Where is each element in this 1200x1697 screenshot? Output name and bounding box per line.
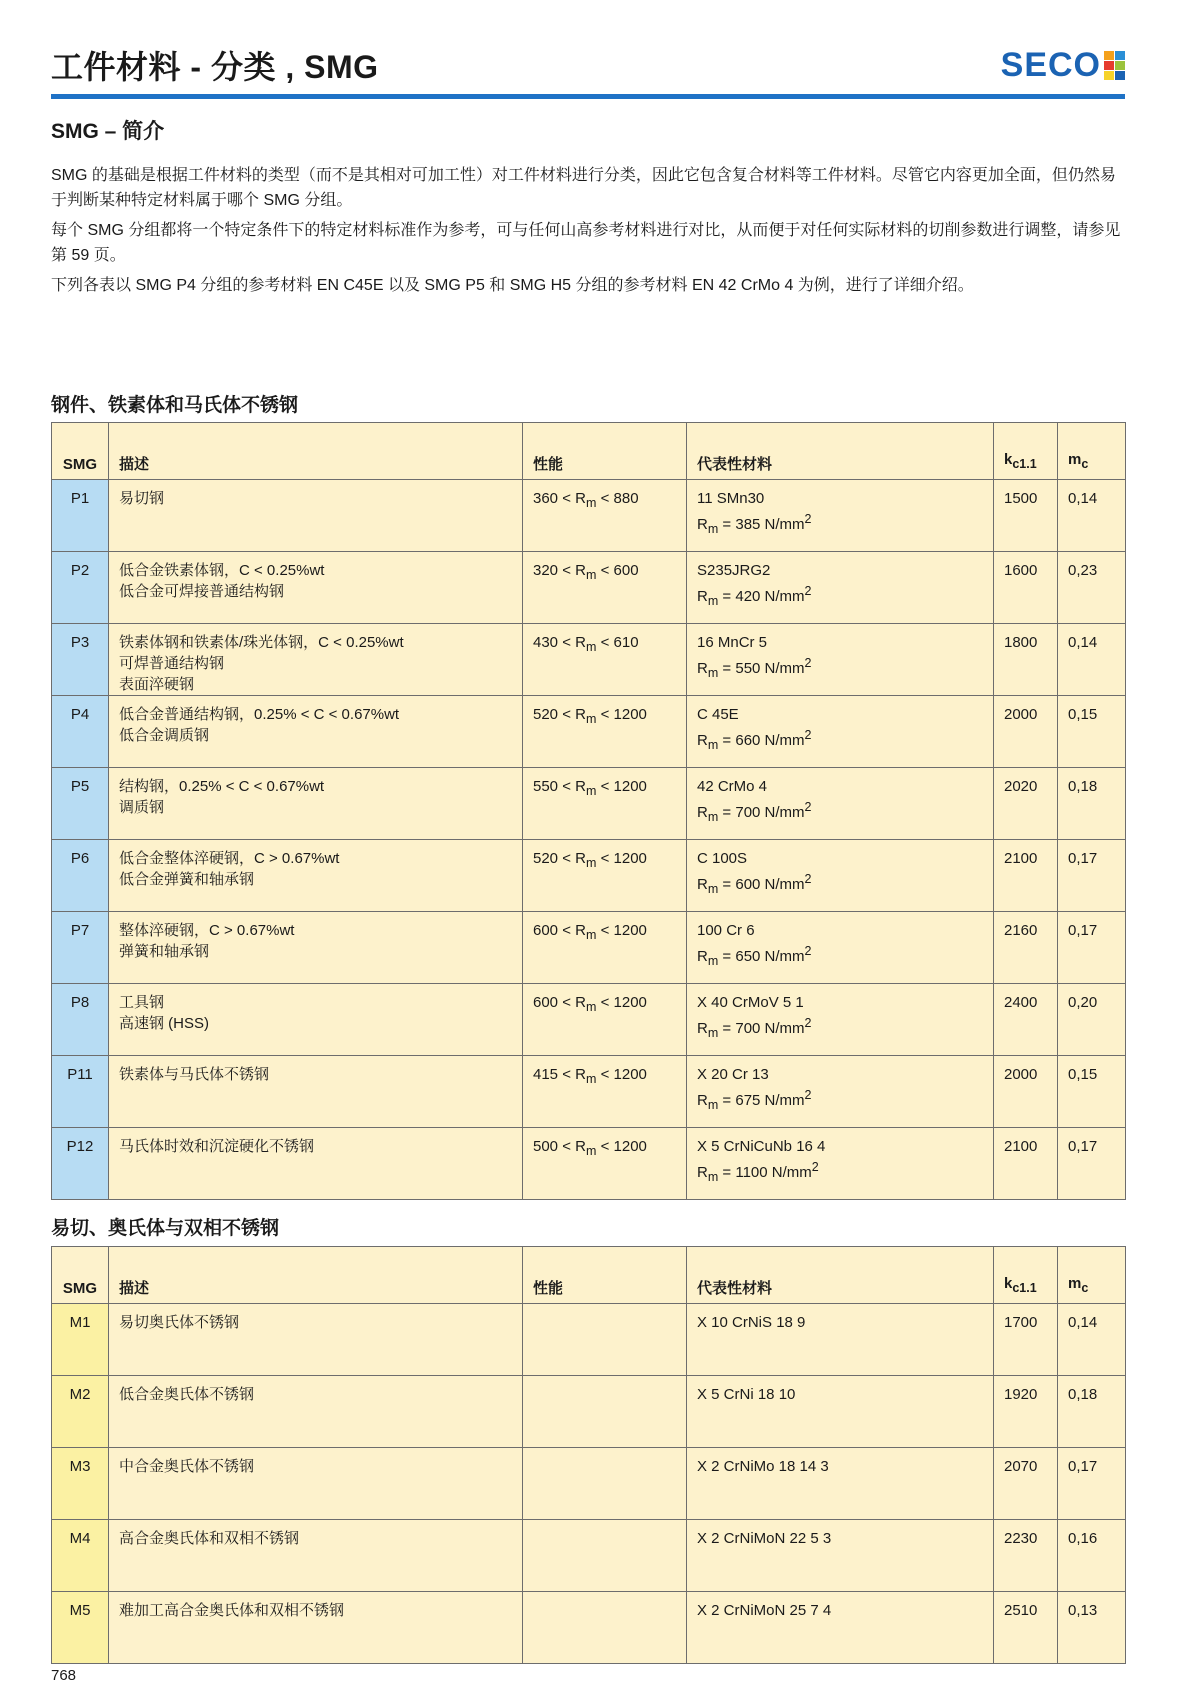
material-name: 11 SMn30	[697, 490, 765, 507]
material-name: X 5 CrNiCuNb 16 4	[697, 1138, 826, 1155]
prop-low: 415 <	[533, 1066, 571, 1083]
rm-subscript: m	[707, 738, 719, 752]
description-cell	[109, 1304, 523, 1376]
description-line: 低合金铁素体钢，C < 0.25%wt	[119, 562, 325, 579]
material-strength	[697, 653, 983, 684]
description-line: 易切奥氏体不锈钢	[119, 1314, 240, 1331]
property-cell	[523, 840, 687, 912]
description-cell	[109, 1376, 523, 1448]
description-cell	[109, 552, 523, 624]
table-row	[52, 1128, 1126, 1200]
property-cell	[523, 480, 687, 552]
rm-subscript: m	[707, 1170, 719, 1184]
rm-subscript: m	[707, 810, 719, 824]
mc-cell: 0,14	[1058, 1304, 1126, 1376]
material-strength	[697, 581, 983, 612]
table-m-title: 易切、奥氏体与双相不锈钢	[51, 1218, 280, 1239]
intro-heading: SMG – 简介	[51, 120, 165, 143]
material-name: X 2 CrNiMoN 22 5 3	[697, 1530, 832, 1547]
description-line: 低合金奥氏体不锈钢	[119, 1386, 255, 1403]
prop-subscript: m	[585, 856, 597, 870]
rm-symbol: R	[697, 876, 708, 893]
material-name: X 40 CrMoV 5 1	[697, 994, 804, 1011]
description-line: 可焊普通结构钢	[119, 655, 225, 672]
description-line: 易切钢	[119, 490, 165, 507]
column-header-mc	[1058, 423, 1126, 480]
rm-subscript: m	[707, 954, 719, 968]
prop-symbol: R	[575, 994, 586, 1011]
kc-cell: 2160	[994, 912, 1058, 984]
prop-symbol: R	[575, 706, 586, 723]
material-name: X 5 CrNi 18 10	[697, 1386, 796, 1403]
material-cell	[687, 696, 994, 768]
smg-table-m	[51, 1246, 1126, 1664]
mc-cell: 0,15	[1058, 696, 1126, 768]
intro-paragraph: 下列各表以 SMG P4 分组的参考材料 EN C45E 以及 SMG P5 和 SMG H5 分组的参考材料 EN 42 CrMo 4 为例，进行了详细介绍。	[51, 277, 974, 294]
table-row	[52, 984, 1126, 1056]
table-row	[52, 840, 1126, 912]
table-row	[52, 912, 1126, 984]
rm-superscript: 2	[804, 1088, 812, 1102]
kc-cell: 1500	[994, 480, 1058, 552]
prop-low: 360 <	[533, 490, 571, 507]
rm-superscript: 2	[804, 800, 812, 814]
column-header-smg: SMG	[52, 1247, 109, 1304]
rm-subscript: m	[707, 522, 719, 536]
material-strength	[697, 797, 983, 828]
smg-table-p	[51, 422, 1126, 1200]
description-line: 工具钢	[119, 994, 165, 1011]
prop-low: 500 <	[533, 1138, 571, 1155]
logo-text: SECO	[1000, 46, 1101, 84]
column-header-prop: 性能	[523, 1247, 687, 1304]
material-cell	[687, 1520, 994, 1592]
description-line: 铁素体钢和铁素体/珠光体钢，C < 0.25%wt	[119, 634, 404, 651]
kc-cell: 2100	[994, 1128, 1058, 1200]
rm-value: = 660 N/mm	[718, 732, 805, 749]
kc-cell: 2230	[994, 1520, 1058, 1592]
rm-value: = 700 N/mm	[718, 804, 805, 821]
table-row	[52, 1304, 1126, 1376]
rm-superscript: 2	[804, 584, 812, 598]
prop-high: < 1200	[600, 706, 647, 723]
prop-high: < 1200	[600, 1066, 647, 1083]
material-cell	[687, 840, 994, 912]
prop-symbol: R	[575, 1138, 586, 1155]
page-header	[51, 38, 1125, 98]
rm-symbol: R	[697, 804, 708, 821]
material-cell	[687, 1128, 994, 1200]
table-header-row	[52, 423, 1126, 480]
description-line: 表面淬硬钢	[119, 676, 195, 693]
prop-subscript: m	[585, 1072, 597, 1086]
table-row	[52, 1376, 1126, 1448]
prop-subscript: m	[585, 496, 597, 510]
rm-symbol: R	[697, 948, 708, 965]
mc-cell: 0,17	[1058, 1128, 1126, 1200]
table-header-row	[52, 1247, 1126, 1304]
description-cell	[109, 1448, 523, 1520]
prop-symbol: R	[575, 850, 586, 867]
mc-cell: 0,17	[1058, 1448, 1126, 1520]
rm-symbol: R	[697, 1092, 708, 1109]
column-header-desc: 描述	[109, 1247, 523, 1304]
table-row	[52, 480, 1126, 552]
description-line: 马氏体时效和沉淀硬化不锈钢	[119, 1138, 315, 1155]
kc-cell: 1700	[994, 1304, 1058, 1376]
description-line: 低合金整体淬硬钢，C > 0.67%wt	[119, 850, 340, 867]
table-row	[52, 768, 1126, 840]
intro-paragraph: 每个 SMG 分组都将一个特定条件下的特定材料标准作为参考，可与任何山高参考材料进行对比，从而便于对任何实际材料的切削参数进行调整，请参见第 59 页。	[51, 222, 1121, 264]
table-p-title: 钢件、铁素体和马氏体不锈钢	[51, 395, 299, 416]
material-name: S235JRG2	[697, 562, 771, 579]
material-strength	[697, 1157, 983, 1188]
smg-code-cell: M4	[52, 1520, 109, 1592]
description-line: 弹簧和轴承钢	[119, 943, 210, 960]
column-header-prop: 性能	[523, 423, 687, 480]
smg-code-cell: P2	[52, 552, 109, 624]
smg-code-cell: P5	[52, 768, 109, 840]
intro-text	[51, 163, 1125, 303]
column-header-kc	[994, 423, 1058, 480]
rm-value: = 385 N/mm	[718, 516, 805, 533]
rm-value: = 700 N/mm	[718, 1020, 805, 1037]
smg-code-cell: P11	[52, 1056, 109, 1128]
rm-value: = 550 N/mm	[718, 660, 805, 677]
smg-code-cell: M2	[52, 1376, 109, 1448]
intro-paragraph: SMG 的基础是根据工件材料的类型（而不是其相对可加工性）对工件材料进行分类，因此它包含复合材料等工件材料。尽管它内容更加全面，但仍然易于判断某种特定材料属于哪个 SMG 分组。	[51, 167, 1116, 209]
mc-symbol: m	[1068, 1275, 1082, 1292]
description-line: 低合金普通结构钢，0.25% < C < 0.67%wt	[119, 706, 400, 723]
mc-cell: 0,17	[1058, 912, 1126, 984]
rm-symbol: R	[697, 1164, 708, 1181]
mc-cell: 0,16	[1058, 1520, 1126, 1592]
table-row	[52, 624, 1126, 696]
material-cell	[687, 984, 994, 1056]
smg-code-cell: P7	[52, 912, 109, 984]
mc-cell: 0,20	[1058, 984, 1126, 1056]
description-cell	[109, 696, 523, 768]
material-name: X 10 CrNiS 18 9	[697, 1314, 806, 1331]
rm-value: = 1100 N/mm	[718, 1164, 812, 1181]
material-cell	[687, 1056, 994, 1128]
kc-cell: 2400	[994, 984, 1058, 1056]
rm-superscript: 2	[804, 728, 812, 742]
rm-superscript: 2	[804, 512, 812, 526]
prop-symbol: R	[575, 1066, 586, 1083]
smg-code-cell: P1	[52, 480, 109, 552]
mc-cell: 0,13	[1058, 1592, 1126, 1664]
prop-low: 320 <	[533, 562, 571, 579]
rm-symbol: R	[697, 660, 708, 677]
property-cell	[523, 624, 687, 696]
property-cell	[523, 768, 687, 840]
mc-cell: 0,23	[1058, 552, 1126, 624]
prop-symbol: R	[575, 490, 586, 507]
kc-symbol: k	[1004, 451, 1013, 468]
mc-cell: 0,14	[1058, 480, 1126, 552]
prop-symbol: R	[575, 922, 586, 939]
description-cell	[109, 768, 523, 840]
kc-cell: 2000	[994, 696, 1058, 768]
smg-code-cell: P8	[52, 984, 109, 1056]
material-name: C 100S	[697, 850, 748, 867]
prop-low: 600 <	[533, 922, 571, 939]
column-header-material: 代表性材料	[687, 1247, 994, 1304]
rm-superscript: 2	[811, 1160, 819, 1174]
rm-subscript: m	[707, 594, 719, 608]
table-row	[52, 1056, 1126, 1128]
page-title: 工件材料 - 分类 , SMG	[51, 49, 379, 85]
mc-subscript: c	[1081, 457, 1089, 471]
material-strength	[697, 509, 983, 540]
prop-symbol: R	[575, 562, 586, 579]
mc-cell: 0,18	[1058, 768, 1126, 840]
smg-code-cell: M3	[52, 1448, 109, 1520]
kc-cell: 2070	[994, 1448, 1058, 1520]
mc-symbol: m	[1068, 451, 1082, 468]
description-line: 低合金弹簧和轴承钢	[119, 871, 255, 888]
prop-high: < 1200	[600, 850, 647, 867]
rm-value: = 600 N/mm	[718, 876, 805, 893]
material-cell	[687, 1376, 994, 1448]
kc-subscript: c1.1	[1012, 457, 1037, 471]
description-line: 低合金调质钢	[119, 727, 210, 744]
description-cell	[109, 624, 523, 696]
column-header-kc	[994, 1247, 1058, 1304]
header-rule	[51, 94, 1125, 99]
column-header-mc	[1058, 1247, 1126, 1304]
smg-code-cell: P3	[52, 624, 109, 696]
property-cell	[523, 696, 687, 768]
description-line: 中合金奥氏体不锈钢	[119, 1458, 255, 1475]
table-row	[52, 696, 1126, 768]
prop-subscript: m	[585, 712, 597, 726]
material-cell	[687, 1592, 994, 1664]
mc-cell: 0,17	[1058, 840, 1126, 912]
rm-symbol: R	[697, 1020, 708, 1037]
prop-subscript: m	[585, 568, 597, 582]
prop-high: < 600	[600, 562, 639, 579]
mc-cell: 0,14	[1058, 624, 1126, 696]
property-cell	[523, 1056, 687, 1128]
column-header-desc: 描述	[109, 423, 523, 480]
kc-cell: 2000	[994, 1056, 1058, 1128]
kc-cell: 2020	[994, 768, 1058, 840]
property-cell	[523, 1376, 687, 1448]
description-line: 高速钢 (HSS)	[119, 1015, 210, 1032]
material-name: 42 CrMo 4	[697, 778, 768, 795]
description-cell	[109, 984, 523, 1056]
description-line: 结构钢，0.25% < C < 0.67%wt	[119, 778, 325, 795]
material-name: X 20 Cr 13	[697, 1066, 769, 1083]
prop-low: 520 <	[533, 850, 571, 867]
material-cell	[687, 480, 994, 552]
material-strength	[697, 869, 983, 900]
prop-subscript: m	[585, 784, 597, 798]
prop-high: < 1200	[600, 922, 647, 939]
rm-symbol: R	[697, 516, 708, 533]
smg-code-cell: P4	[52, 696, 109, 768]
rm-value: = 675 N/mm	[718, 1092, 805, 1109]
prop-high: < 1200	[600, 994, 647, 1011]
table-row	[52, 1520, 1126, 1592]
rm-subscript: m	[707, 882, 719, 896]
material-cell	[687, 912, 994, 984]
material-name: 100 Cr 6	[697, 922, 755, 939]
material-strength	[697, 941, 983, 972]
kc-cell: 1600	[994, 552, 1058, 624]
smg-code-cell: P6	[52, 840, 109, 912]
column-header-smg: SMG	[52, 423, 109, 480]
smg-code-cell: P12	[52, 1128, 109, 1200]
kc-cell: 2510	[994, 1592, 1058, 1664]
prop-subscript: m	[585, 640, 597, 654]
material-name: C 45E	[697, 706, 739, 723]
smg-code-cell: M5	[52, 1592, 109, 1664]
property-cell	[523, 552, 687, 624]
prop-low: 520 <	[533, 706, 571, 723]
table-row	[52, 1592, 1126, 1664]
prop-symbol: R	[575, 634, 586, 651]
material-strength	[697, 725, 983, 756]
rm-symbol: R	[697, 732, 708, 749]
kc-subscript: c1.1	[1012, 1281, 1037, 1295]
material-cell	[687, 1304, 994, 1376]
property-cell	[523, 1304, 687, 1376]
description-line: 铁素体与马氏体不锈钢	[119, 1066, 270, 1083]
rm-value: = 650 N/mm	[718, 948, 805, 965]
prop-high: < 880	[600, 490, 639, 507]
rm-subscript: m	[707, 666, 719, 680]
property-cell	[523, 912, 687, 984]
prop-high: < 1200	[600, 778, 647, 795]
rm-superscript: 2	[804, 872, 812, 886]
rm-subscript: m	[707, 1098, 719, 1112]
prop-subscript: m	[585, 1144, 597, 1158]
description-line: 调质钢	[119, 799, 165, 816]
material-cell	[687, 1448, 994, 1520]
description-cell	[109, 1128, 523, 1200]
prop-low: 430 <	[533, 634, 571, 651]
rm-symbol: R	[697, 588, 708, 605]
material-cell	[687, 768, 994, 840]
column-header-material: 代表性材料	[687, 423, 994, 480]
prop-subscript: m	[585, 928, 597, 942]
description-cell	[109, 1592, 523, 1664]
prop-symbol: R	[575, 778, 586, 795]
kc-cell: 1920	[994, 1376, 1058, 1448]
property-cell	[523, 1128, 687, 1200]
rm-superscript: 2	[804, 1016, 812, 1030]
description-cell	[109, 1056, 523, 1128]
material-name: 16 MnCr 5	[697, 634, 768, 651]
prop-low: 550 <	[533, 778, 571, 795]
prop-high: < 1200	[600, 1138, 647, 1155]
property-cell	[523, 984, 687, 1056]
property-cell	[523, 1448, 687, 1520]
material-name: X 2 CrNiMo 18 14 3	[697, 1458, 829, 1475]
seco-logo	[1001, 46, 1125, 85]
description-cell	[109, 912, 523, 984]
logo-color-mark-icon	[1104, 51, 1125, 80]
mc-cell: 0,15	[1058, 1056, 1126, 1128]
description-line: 低合金可焊接普通结构钢	[119, 583, 285, 600]
rm-superscript: 2	[804, 656, 812, 670]
kc-symbol: k	[1004, 1275, 1013, 1292]
prop-subscript: m	[585, 1000, 597, 1014]
prop-high: < 610	[600, 634, 639, 651]
description-line: 高合金奥氏体和双相不锈钢	[119, 1530, 300, 1547]
property-cell	[523, 1592, 687, 1664]
rm-value: = 420 N/mm	[718, 588, 805, 605]
material-cell	[687, 552, 994, 624]
property-cell	[523, 1520, 687, 1592]
material-cell	[687, 624, 994, 696]
kc-cell: 2100	[994, 840, 1058, 912]
description-cell	[109, 1520, 523, 1592]
prop-low: 600 <	[533, 994, 571, 1011]
material-strength	[697, 1013, 983, 1044]
mc-cell: 0,18	[1058, 1376, 1126, 1448]
smg-code-cell: M1	[52, 1304, 109, 1376]
table-row	[52, 552, 1126, 624]
table-row	[52, 1448, 1126, 1520]
rm-superscript: 2	[804, 944, 812, 958]
rm-subscript: m	[707, 1026, 719, 1040]
description-line: 整体淬硬钢，C > 0.67%wt	[119, 922, 295, 939]
description-line: 难加工高合金奥氏体和双相不锈钢	[119, 1602, 345, 1619]
mc-subscript: c	[1081, 1281, 1089, 1295]
page-number: 768	[51, 1667, 77, 1684]
material-strength	[697, 1085, 983, 1116]
description-cell	[109, 840, 523, 912]
material-name: X 2 CrNiMoN 25 7 4	[697, 1602, 832, 1619]
kc-cell: 1800	[994, 624, 1058, 696]
description-cell	[109, 480, 523, 552]
